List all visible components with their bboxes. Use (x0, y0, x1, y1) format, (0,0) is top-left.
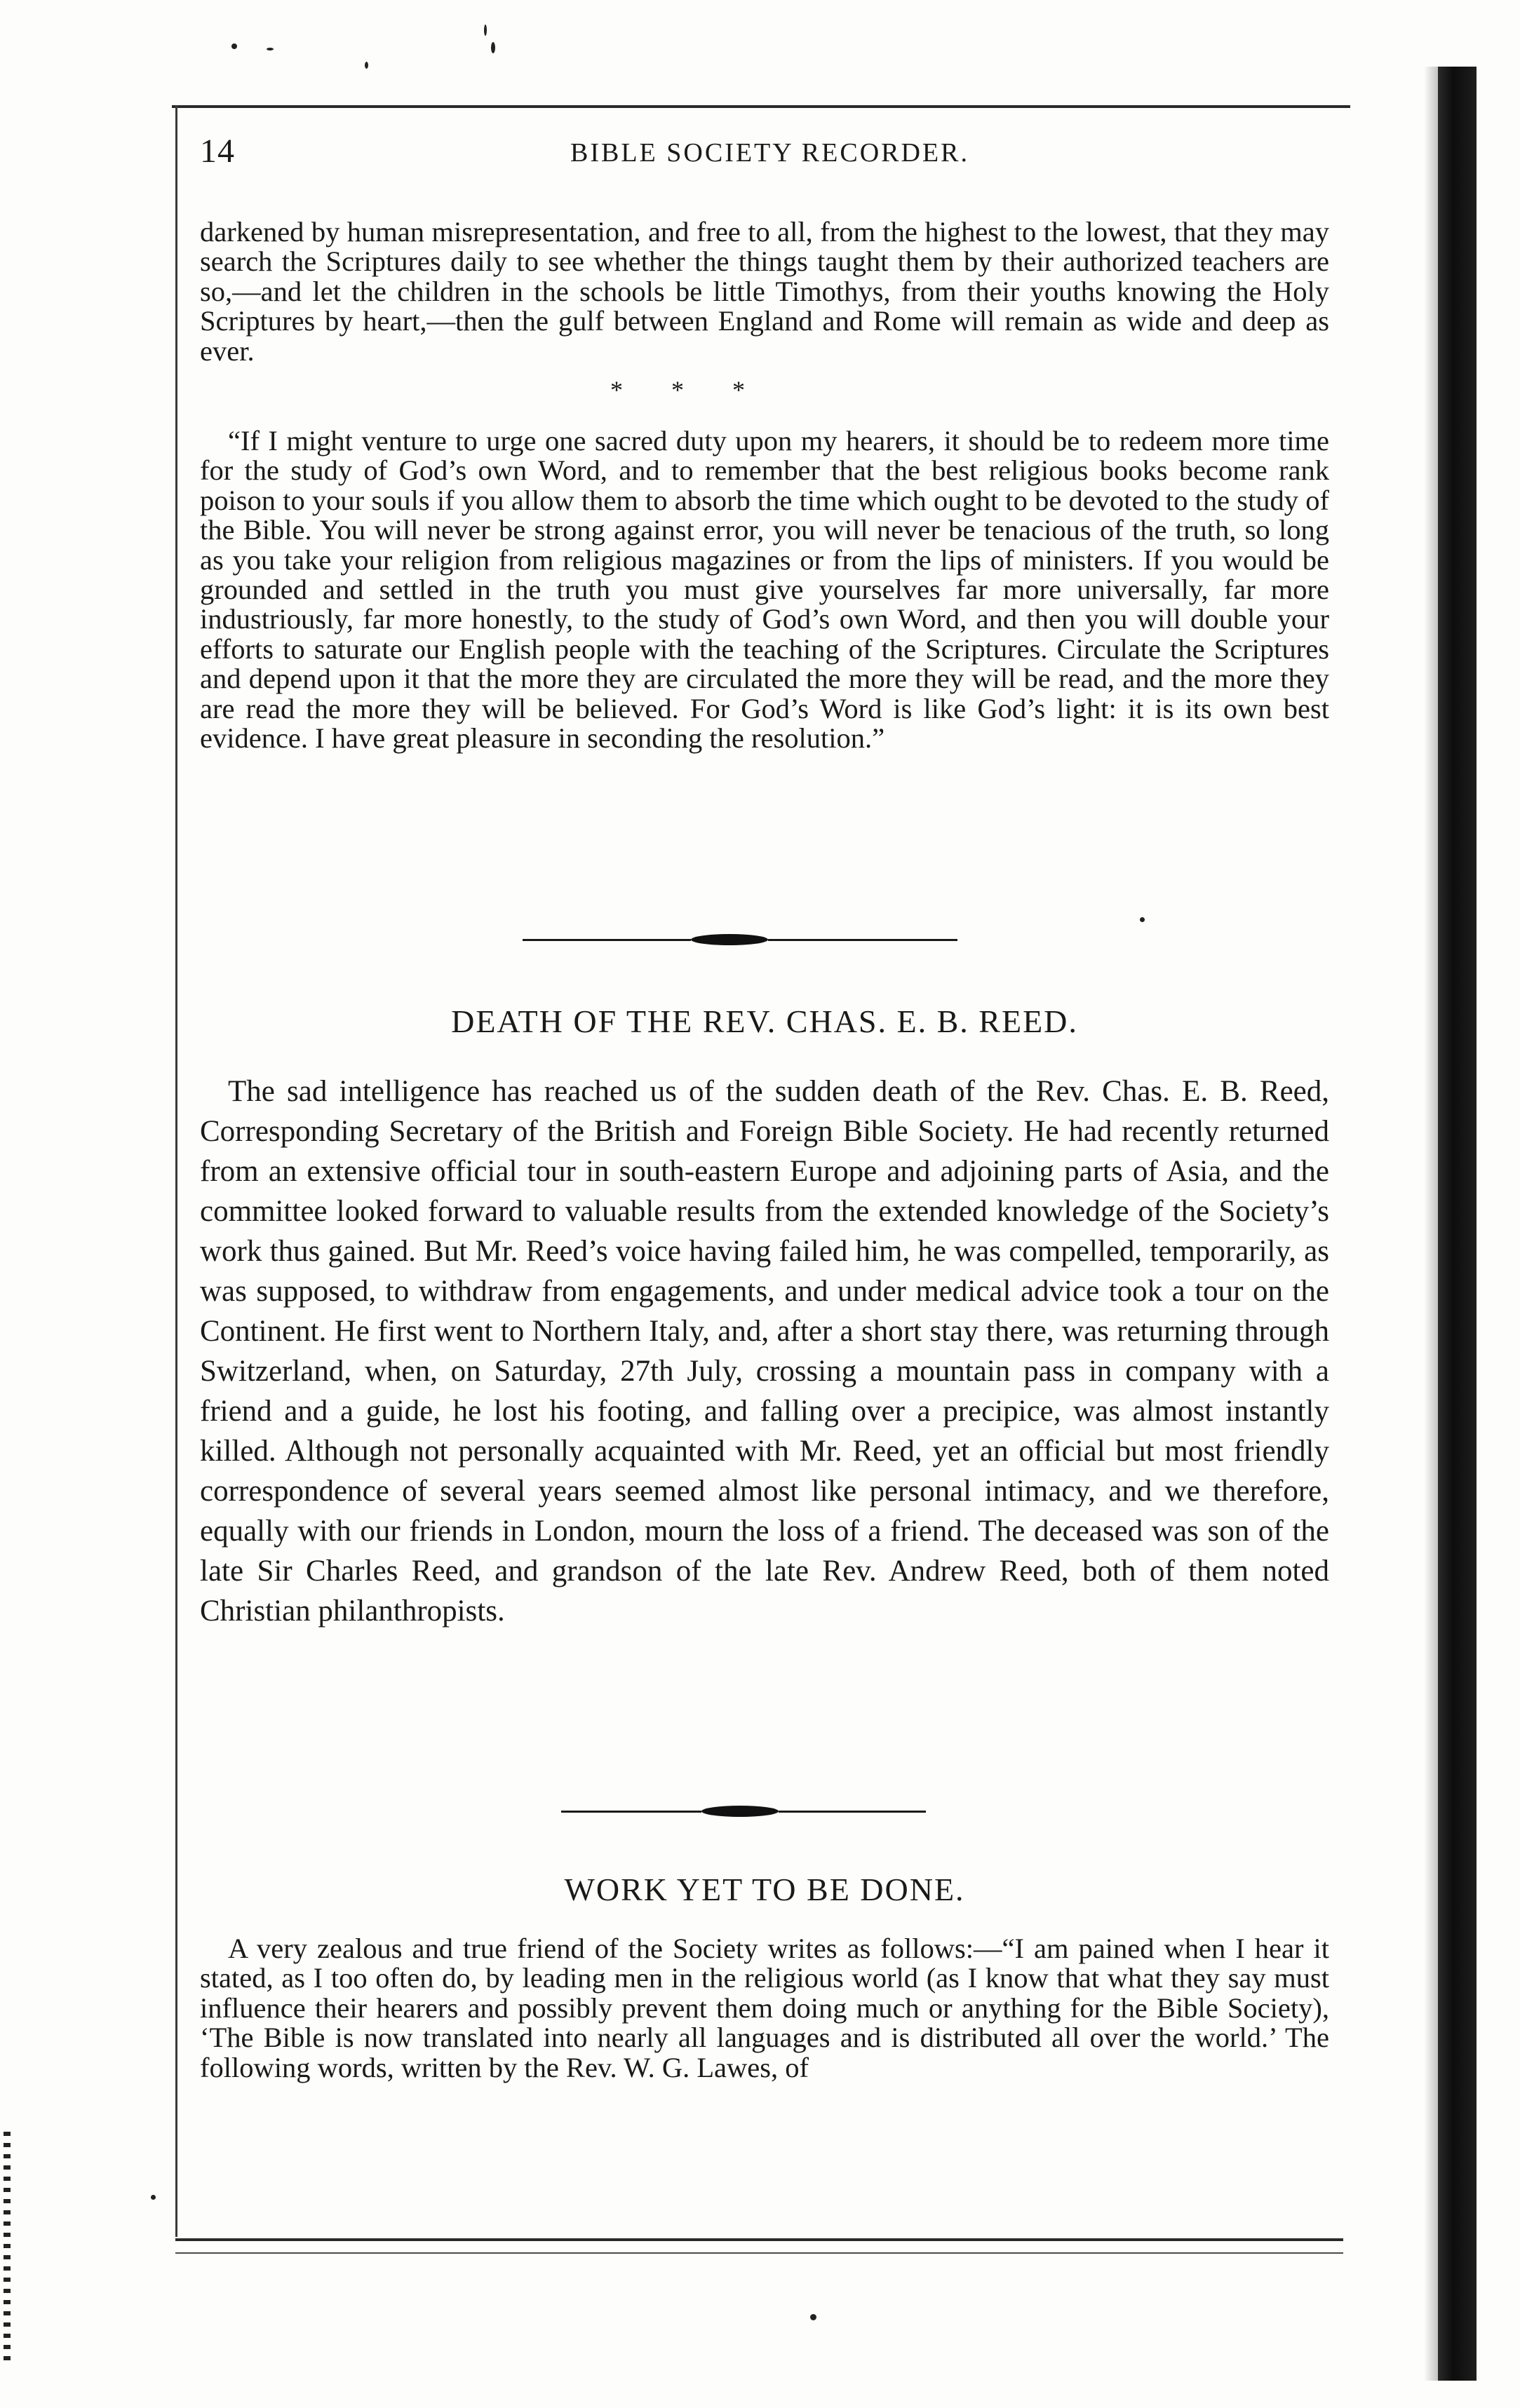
section-body-death: The sad intelligence has reached us of the sudden death of the Rev. Chas. E. B. Reed, Corresponding Secretary of the British and Foreign Bible Society. He had recently returned from an extensive official tour in south-eastern Europe and adjoining parts of Asia, and the committee looked forward to valuable results from the extended knowledge of the Society’s work thus gained. But Mr. Reed’s voice having failed him, he was compelled, temporarily, as was supposed, to withdraw from engagements, and under medical advice took a tour on the Continent. He first went to Northern Italy, and, after a short stay there, was returning through Switzerland, when, on Saturday, 27th July, crossing a mountain pass in company with a friend and a guide, he lost his footing, and falling over a precipice, was almost instantly killed. Although not personally acquainted with Mr. Reed, yet an official but most friendly correspondence of several years seemed almost like personal intimacy, and we therefore, equally with our friends in London, mourn the loss of a friend. The deceased was son of the late Sir Charles Reed, and grandson of the late Rev. Andrew Reed, both of them noted Christian philanthropists. (200, 1075, 1329, 1628)
scan-shadow (1424, 67, 1439, 2381)
scan-speck (484, 25, 487, 36)
scan-edge-bar (1438, 67, 1477, 2381)
speech-paragraph-2: “If I might venture to urge one sacred duty upon my hearers, it should be to redeem more time for the study of God’s own Word, and to remember that the best religious books become rank poison to your souls if you allow them to absorb the time which ought to be devoted to the study of the Bible. You will never be strong against error, you will never be tenacious of the truth, so long as you take your religion from religious magazines or from the lips of ministers. If you would be grounded and settled in the truth you must give yourselves far more universally, far more industriously, far more honestly, to the study of God’s own Word, and then you will double your efforts to saturate our English people with the teaching of the Scriptures. Circulate the Scriptures and depend upon it that the more they are circulated the more they will be read, and the more they are read the more they will be believed. For God’s Word is like God’s light: it is its own best evidence. I have great pleasure in seconding the resolution.” (200, 425, 1329, 755)
scan-speck (151, 2195, 156, 2200)
section-divider-ornament (523, 933, 957, 947)
bottom-border-rule (175, 2238, 1343, 2241)
section-heading-work: WORK YET TO BE DONE. (564, 1872, 965, 1907)
scan-speck (491, 42, 495, 53)
scan-speck (1140, 917, 1145, 922)
left-border-rule (175, 105, 177, 2237)
scan-speck (365, 62, 368, 69)
scan-speck (810, 2314, 816, 2320)
section-break-stars: * * * (610, 376, 745, 404)
section-divider-ornament (561, 1804, 926, 1818)
running-title: BIBLE SOCIETY RECORDER. (570, 138, 969, 168)
scan-edge-marks (4, 2132, 11, 2363)
page-number: 14 (200, 133, 235, 170)
bottom-border-rule-secondary (175, 2252, 1343, 2254)
section-heading-death: DEATH OF THE REV. CHAS. E. B. REED. (451, 1003, 1078, 1039)
scan-speck (231, 43, 237, 49)
section-body-work: A very zealous and true friend of the Society writes as follows:—“I am pained when I hear it stated, as I too often do, by leading men in the religious world (as I know that what they say must influence their hearers and possibly prevent them doing much or anything for the Bible Society), ‘The Bible is now translated into nearly all languages and is distributed all over the world.’ The following words, written by the Rev. W. G. Lawes, of (200, 1933, 1329, 2083)
speech-paragraph-1: darkened by human misrepresentation, and free to all, from the highest to the lowest, that they may search the Scriptures daily to see whether the things taught them by their authorized teachers are so,—and let the children in the schools be little Timothys, from their youths knowing the Holy Scriptures by heart,—then the gulf between England and Rome will remain as wide and deep as ever. (200, 216, 1329, 367)
scan-speck (267, 48, 274, 50)
running-head (200, 132, 1340, 181)
top-border-rule (172, 105, 1350, 108)
